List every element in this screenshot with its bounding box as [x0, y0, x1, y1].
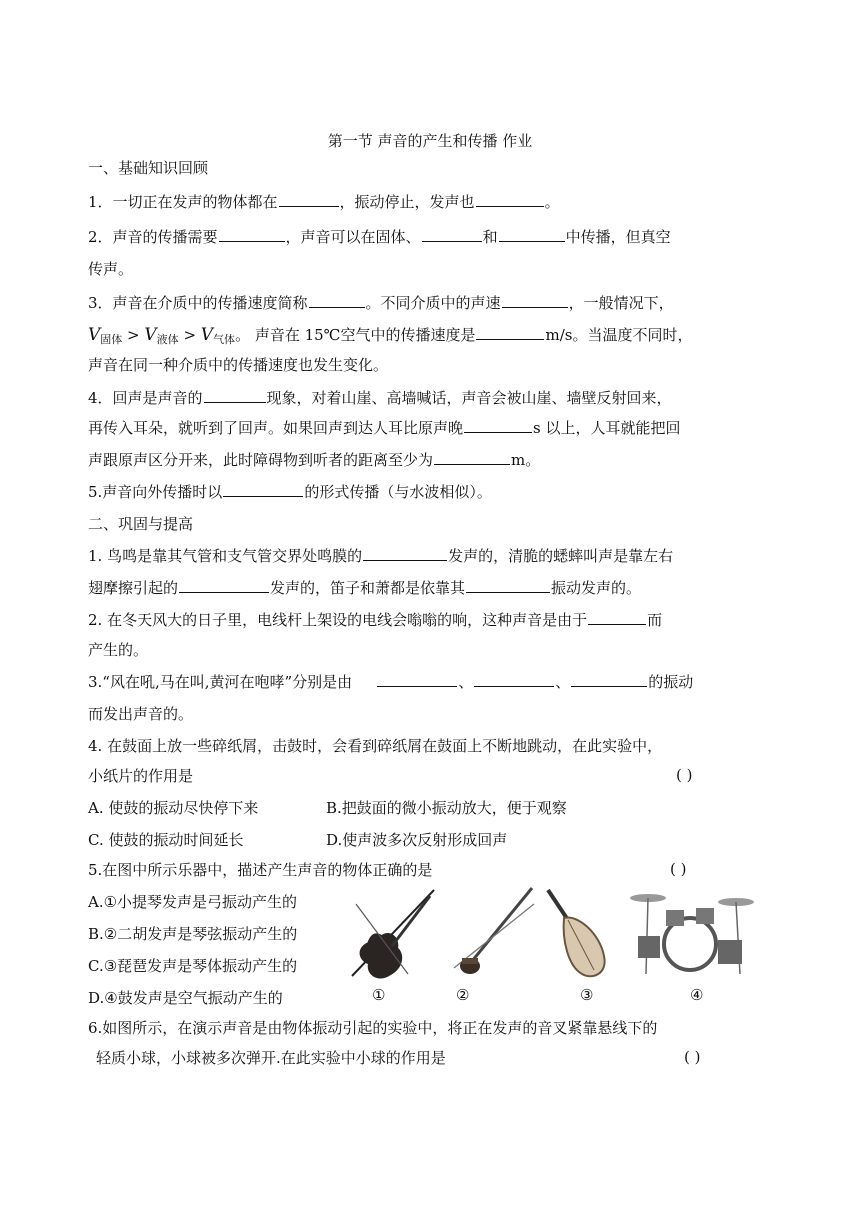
subscript-solid: 固体	[100, 333, 123, 346]
practice-1-text-c: 翅摩擦引起的	[88, 579, 179, 597]
question-4-text-b: 现象，对着山崖、高墙喊话，声音会被山崖、墙壁反射回来，	[266, 389, 672, 407]
question-3-text-b: 。不同介质中的声速	[365, 294, 501, 312]
answer-blank[interactable]	[502, 293, 568, 308]
figure-label-2: ②	[456, 986, 470, 1004]
subscript-liquid: 液体	[156, 333, 179, 346]
practice-4: 4. 在鼓面上放一些碎纸屑，击鼓时，会看到碎纸屑在鼓面上不断地跳动，在此实验中，	[88, 737, 663, 755]
answer-blank[interactable]	[219, 227, 285, 242]
question-3-text-e: m/s。当温度不同时，	[545, 326, 693, 344]
practice-1-text-e: 振动发声的。	[551, 579, 642, 597]
practice-3-text-a: 3.“风在吼,马在叫,黄河在咆哮”分别是由	[88, 673, 353, 691]
practice-2-text-a: 2. 在冬天风大的日子里，电线杆上架设的电线会嗡嗡的响，这种声音是由于	[88, 611, 588, 629]
answer-blank[interactable]	[363, 546, 447, 561]
question-3-line-2	[88, 325, 692, 350]
pipa-image	[538, 884, 618, 980]
option-b[interactable]: B.②二胡发声是琴弦振动产生的	[88, 925, 298, 943]
subscript-gas: 气体	[213, 333, 236, 346]
practice-5: 5.在图中所示乐器中，描述产生声音的物体正确的是	[88, 861, 433, 879]
figure-label-1: ①	[372, 986, 386, 1004]
question-2-continued: 传声。	[88, 260, 134, 278]
practice-1-text-b: 发声的，清脆的蟋蟀叫声是靠左右	[448, 547, 674, 565]
question-1-text-a: 1．一切正在发声的物体都在	[88, 193, 278, 211]
practice-6: 6.如图所示，在演示声音是由物体振动引起的实验中，将正在发声的音叉紧靠悬线下的	[88, 1019, 658, 1037]
question-5-text-b: 的形式传播（与水波相似）。	[304, 483, 492, 501]
question-3-line-3: 声音在同一种介质中的传播速度也发生变化。	[88, 356, 389, 374]
option-c[interactable]: C.③琵琶发声是琴体振动产生的	[88, 957, 298, 975]
figure-label-3: ③	[580, 986, 594, 1004]
answer-blank[interactable]	[179, 578, 269, 593]
answer-blank[interactable]	[204, 388, 266, 403]
answer-blank[interactable]	[377, 672, 457, 687]
erhu-image	[448, 884, 538, 980]
page-title: 第一节 声音的产生和传播 作业	[327, 132, 533, 150]
option-a[interactable]: A. 使鼓的振动尽快停下来	[88, 799, 259, 817]
answer-blank[interactable]	[476, 192, 544, 207]
question-4	[88, 388, 672, 408]
figure-label-4: ④	[690, 986, 704, 1004]
question-1-text-c: 。	[544, 193, 560, 211]
practice-3-line-2: 而发出声音的。	[88, 705, 194, 723]
option-d[interactable]: D.使声波多次反射形成回声	[326, 831, 508, 849]
question-5-text-a: 5.声音向外传播时以	[88, 483, 223, 501]
question-4-text-f: m。	[511, 451, 541, 469]
question-2-text-d: 中传播，但真空	[565, 228, 671, 246]
answer-blank[interactable]	[476, 325, 544, 340]
question-4-text-a: 4．回声是声音的	[88, 389, 203, 407]
practice-3	[88, 672, 693, 692]
question-4-line-3	[88, 450, 540, 470]
answer-blank[interactable]	[571, 672, 647, 687]
question-4-text-e: 声跟原声区分开来，此时障碍物到听者的距离至少为	[88, 451, 434, 469]
question-2-text-a: 2．声音的传播需要	[88, 228, 218, 246]
drum-kit-image	[618, 884, 763, 980]
velocity-symbol: V	[144, 325, 157, 345]
answer-blank[interactable]	[474, 672, 554, 687]
section-basic-review: 一、基础知识回顾	[88, 159, 209, 177]
velocity-symbol: V	[88, 325, 101, 345]
violin-image	[348, 884, 438, 980]
question-1	[88, 192, 560, 212]
question-4-text-d: s 以上，人耳就能把回	[533, 419, 681, 437]
option-a[interactable]: A.①小提琴发声是弓振动产生的	[88, 893, 298, 911]
answer-blank[interactable]	[422, 227, 482, 242]
practice-1-text-a: 1. 鸟鸣是靠其气管和支气管交界处鸣膜的	[88, 547, 363, 565]
velocity-symbol: V	[200, 325, 214, 345]
practice-2	[88, 610, 662, 630]
greater-than: >	[122, 326, 145, 344]
question-5	[88, 482, 492, 502]
answer-parentheses[interactable]: ( )	[684, 1048, 701, 1066]
practice-1-text-d: 发声的，笛子和萧都是依靠其	[270, 579, 466, 597]
question-3-text-d: 。 声音在 15℃空气中的传播速度是	[235, 326, 476, 344]
question-2-text-c: 和	[482, 228, 498, 246]
practice-2-line-2: 产生的。	[88, 641, 149, 659]
answer-blank[interactable]	[223, 482, 303, 497]
answer-blank[interactable]	[499, 227, 565, 242]
practice-1	[88, 546, 673, 566]
practice-4-line-2: 小纸片的作用是	[88, 767, 194, 785]
question-4-text-c: 再传入耳朵，就听到了回声。如果回声到达人耳比原声晚	[88, 419, 464, 437]
option-c[interactable]: C. 使鼓的振动时间延长	[88, 831, 244, 849]
answer-blank[interactable]	[464, 418, 532, 433]
answer-parentheses[interactable]: ( )	[676, 766, 693, 784]
option-b[interactable]: B.把鼓面的微小振动放大，便于观察	[326, 799, 567, 817]
question-3	[88, 293, 674, 313]
question-2	[88, 227, 671, 247]
question-3-text-a: 3．声音在介质中的传播速度简称	[88, 294, 308, 312]
greater-than: >	[178, 326, 201, 344]
practice-6-line-2: 轻质小球，小球被多次弹开.在此实验中小球的作用是	[96, 1049, 446, 1067]
answer-blank[interactable]	[434, 450, 510, 465]
answer-parentheses[interactable]: ( )	[670, 860, 687, 878]
practice-2-text-b: 而	[647, 611, 663, 629]
answer-blank[interactable]	[279, 192, 339, 207]
practice-1-line-2	[88, 578, 641, 598]
question-4-line-2	[88, 418, 680, 438]
instrument-figures	[348, 884, 768, 1004]
answer-blank[interactable]	[466, 578, 550, 593]
separator: 、	[458, 673, 474, 691]
question-1-text-b: ，振动停止，发声也	[339, 193, 475, 211]
answer-blank[interactable]	[588, 610, 646, 625]
option-d[interactable]: D.④鼓发声是空气振动产生的	[88, 989, 283, 1007]
answer-blank[interactable]	[309, 293, 365, 308]
separator: 、	[555, 673, 571, 691]
practice-3-text-b: 的振动	[648, 673, 694, 691]
question-2-text-b: ，声音可以在固体、	[285, 228, 421, 246]
question-3-text-c: ，一般情况下，	[568, 294, 674, 312]
section-consolidation: 二、巩固与提高	[88, 515, 194, 533]
